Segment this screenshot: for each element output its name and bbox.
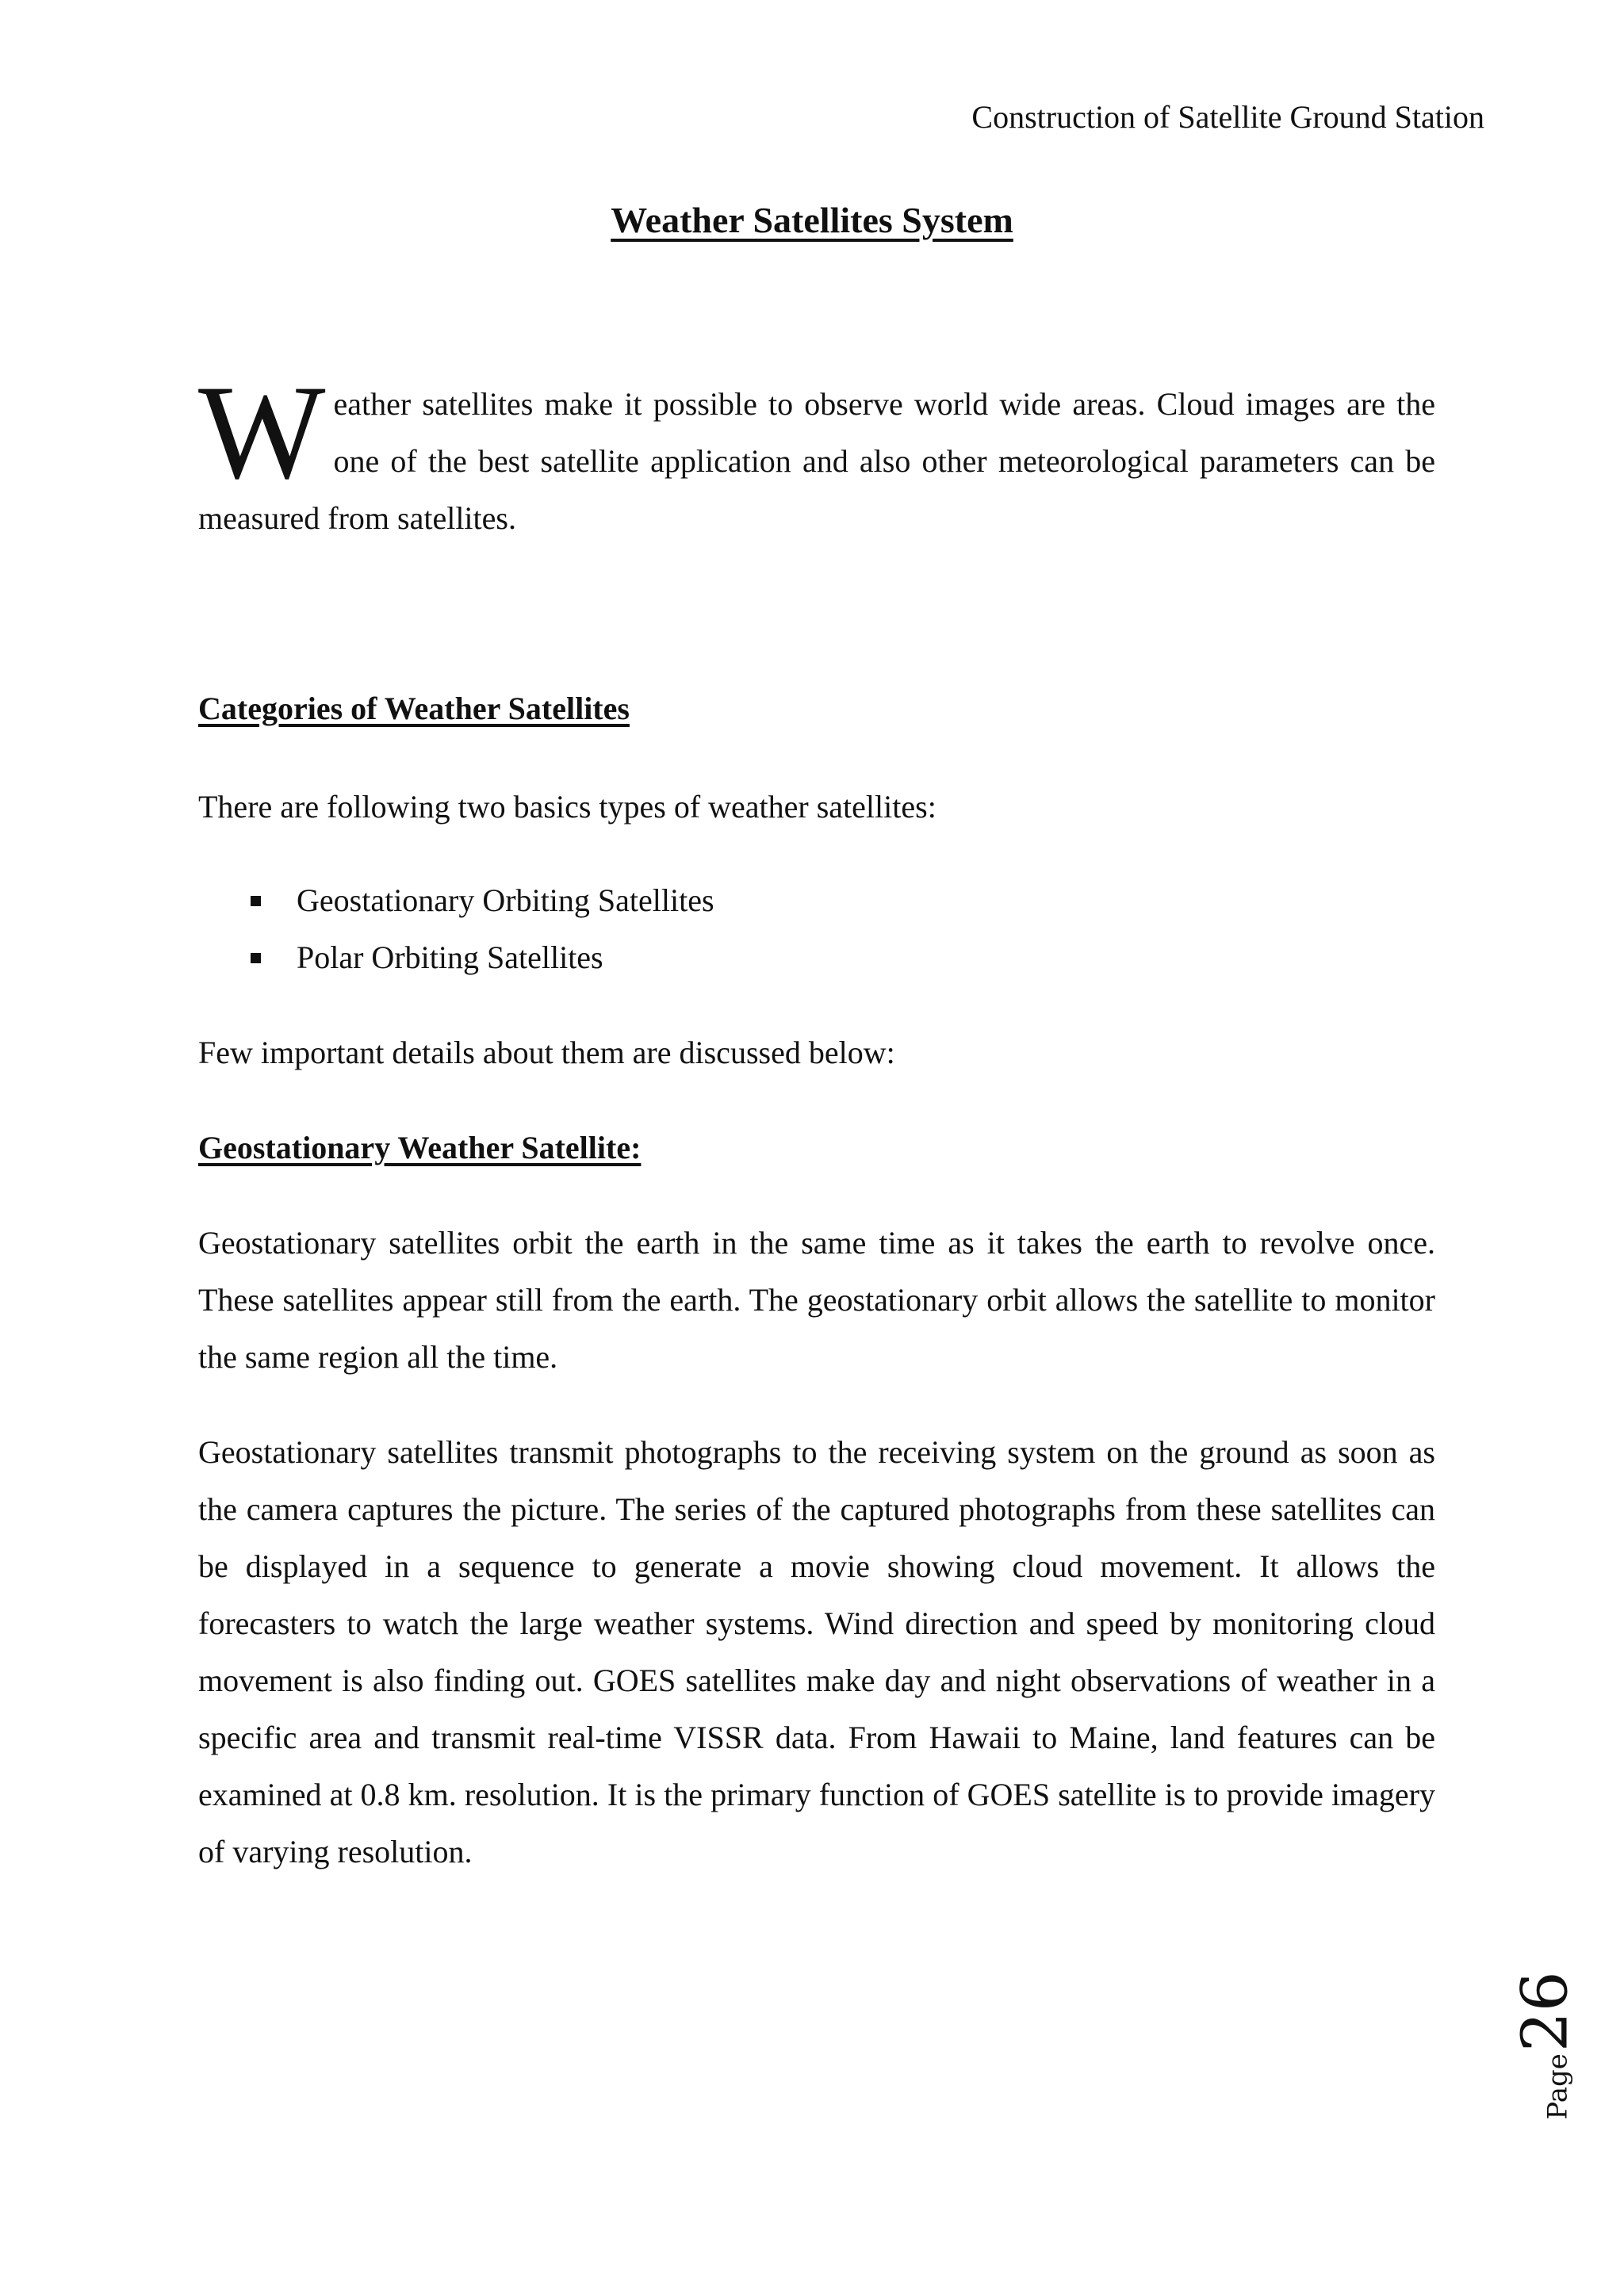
categories-heading: Categories of Weather Satellites (198, 691, 630, 726)
categories-lead: There are following two basics types of weather satellites: (198, 789, 936, 825)
list-item (246, 872, 714, 929)
page-title: Weather Satellites System (611, 200, 1013, 240)
square-bullet-icon (251, 896, 261, 906)
page-number-value: 26 (1507, 1971, 1582, 2053)
list-item-label: Geostationary Orbiting Satellites (297, 882, 714, 918)
square-bullet-icon (251, 953, 261, 963)
geostationary-paragraph-1: Geostationary satellites orbit the earth in the same time as it takes the earth to revolve once. These satellites appear still from the earth. The geostationary orbit allows the satellite to monitor the same region all the time. (198, 1225, 1435, 1375)
running-header: Construction of Satellite Ground Station (971, 99, 1484, 135)
page-label: Page (1542, 2053, 1574, 2120)
categories-list (246, 872, 714, 986)
geostationary-paragraph-2: Geostationary satellites transmit photographs to the receiving system on the ground as soon as the camera captures the picture. The series of the captured photographs from these satellites can be displayed in a sequence to generate a movie showing cloud movement. It allows the forecasters to watch the large weather systems. Wind direction and speed by monitoring cloud movement is also finding out. GOES satellites make day and night observations of weather in a specific area and transmit real-time VISSR data. From Hawaii to Maine, land features can be examined at 0.8 km. resolution. It is the primary function of GOES satellite is to provide imagery of varying resolution. (198, 1434, 1435, 1869)
page-number (1507, 1966, 1582, 2125)
geostationary-heading: Geostationary Weather Satellite: (198, 1130, 642, 1165)
intro-text: eather satellites make it possible to observe world wide areas. Cloud images are the one of the best satellite application and also other meteorological parameters can be measured from satellites. (198, 386, 1435, 536)
list-item (246, 929, 714, 986)
list-item-label: Polar Orbiting Satellites (297, 939, 603, 975)
intro-paragraph (198, 358, 1435, 547)
drop-cap: W (198, 358, 326, 507)
categories-followup: Few important details about them are discussed below: (198, 1035, 895, 1070)
